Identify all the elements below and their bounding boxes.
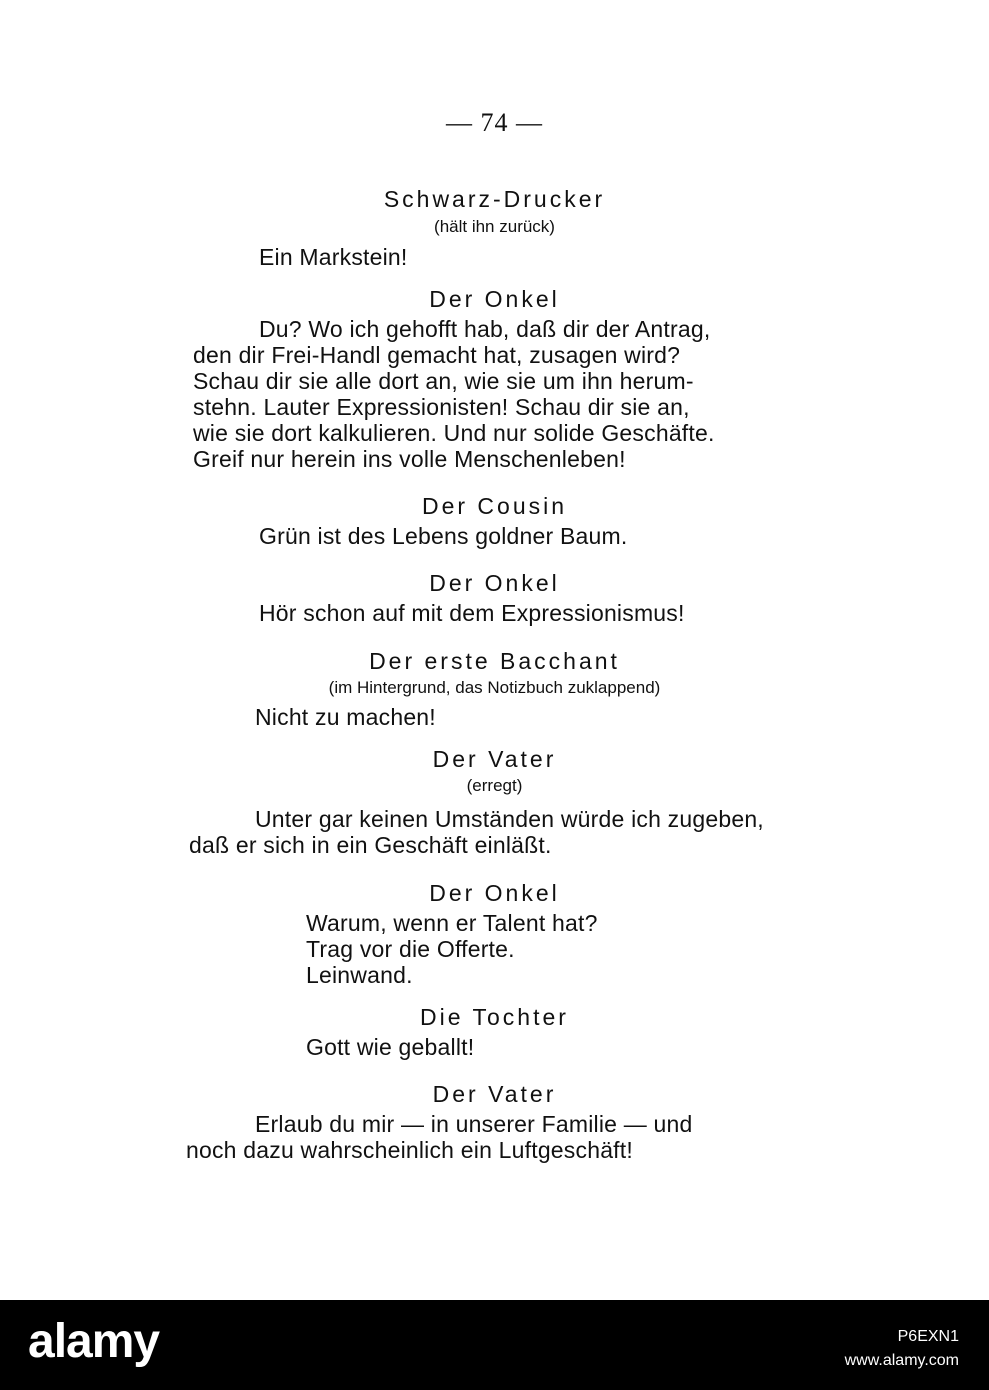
speaker-name: Schwarz-Drucker [383,186,606,212]
speaker-name: Die Tochter [420,1004,569,1030]
dialogue-line: wie sie dort kalkulieren. Und nur solide Geschäfte. [193,420,715,446]
alamy-logo: alamy [28,1315,160,1368]
dialogue-line: Ein Markstein! [259,244,408,270]
page-number: — 74 — [446,108,543,137]
dialogue-line: Trag vor die Offerte. [306,936,515,962]
dialogue-line: Grün ist des Lebens goldner Baum. [259,523,628,549]
image-id: P6EXN1 [897,1328,959,1345]
dialogue-line: Erlaub du mir — in unserer Familie — und [255,1111,693,1137]
dialogue-line: Warum, wenn er Talent hat? [306,910,598,936]
dialogue-line: Schau dir sie alle dort an, wie sie um ihn herum- [193,368,694,394]
dialogue-line: daß er sich in ein Geschäft einläßt. [189,832,552,858]
speaker-name: Der Onkel [429,880,560,906]
speaker-name: Der erste Bacchant [369,648,620,674]
dialogue-line: Hör schon auf mit dem Expressionismus! [259,600,685,626]
stock-footer [0,1300,989,1390]
speaker-name: Der Onkel [429,570,560,596]
dialogue-line: den dir Frei-Handl gemacht hat, zusagen wird? [193,342,681,368]
stage-direction: (im Hintergrund, das Notizbuch zuklappend) [328,678,661,697]
dialogue-line: noch dazu wahrscheinlich ein Luftgeschäft! [186,1137,633,1163]
stage-direction: (erregt) [466,776,523,795]
stage-direction: (hält ihn zurück) [434,217,555,236]
speaker-name: Der Vater [432,1081,557,1107]
dialogue-line: Du? Wo ich gehofft hab, daß dir der Antrag, [259,316,711,342]
dialogue-line: Gott wie geballt! [306,1034,475,1060]
dialogue-line: Unter gar keinen Umständen würde ich zugeben, [255,806,764,832]
dialogue-line: Nicht zu machen! [255,704,436,730]
site-url: www.alamy.com [844,1352,959,1369]
speaker-name: Der Vater [432,746,557,772]
speaker-name: Der Onkel [429,286,560,312]
dialogue-line: stehn. Lauter Expressionisten! Schau dir sie an, [193,394,690,420]
dialogue-line: Greif nur herein ins volle Menschenleben! [193,446,626,472]
speaker-name: Der Cousin [421,493,568,519]
dialogue-line: Leinwand. [306,962,413,988]
